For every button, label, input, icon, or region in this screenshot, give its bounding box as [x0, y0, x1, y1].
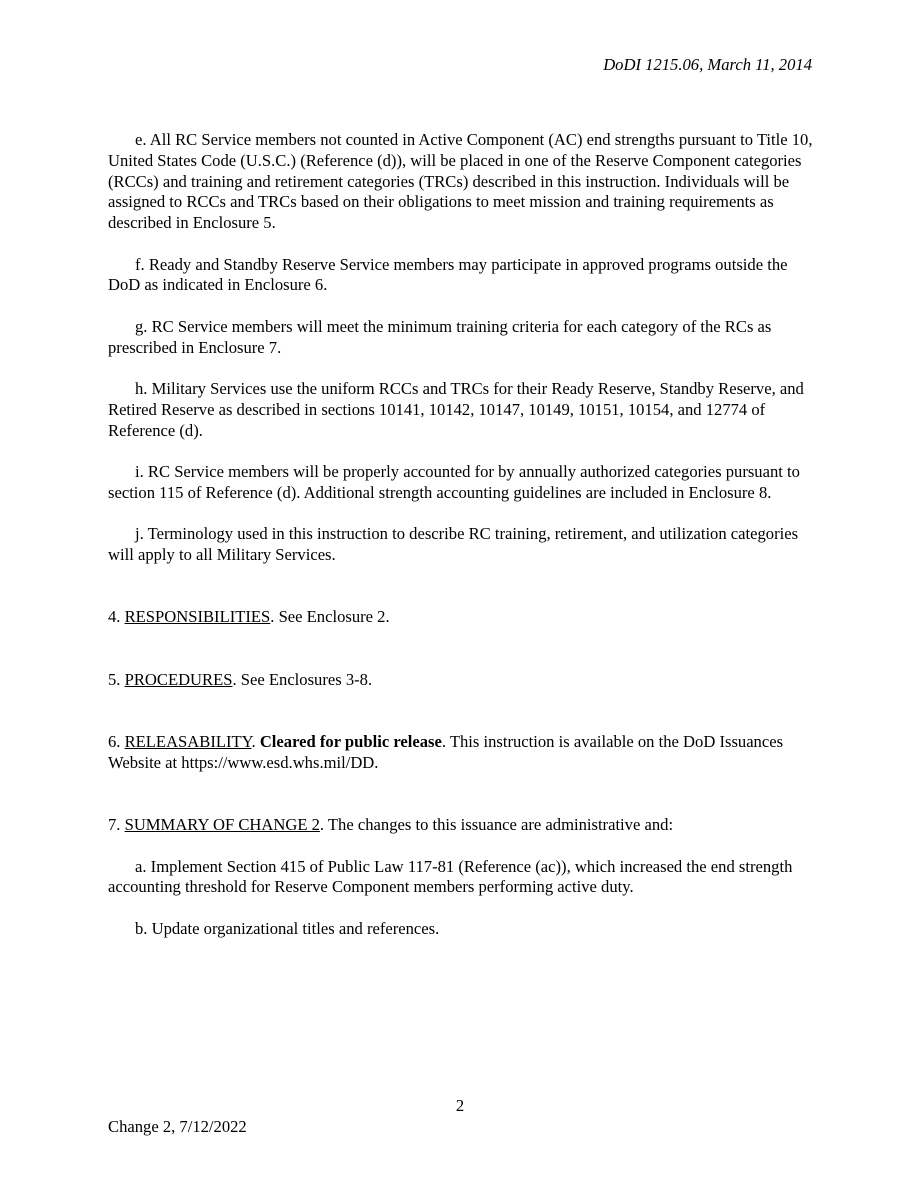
document-header: DoDI 1215.06, March 11, 2014 — [603, 55, 812, 74]
section-text: . This instruction is available on the DoD Issuances Website at https://www.esd.whs.mil/DD. — [108, 732, 784, 772]
section-number: 7. — [108, 815, 125, 835]
section-6-releasability — [108, 732, 820, 774]
section-4-responsibilities — [108, 607, 820, 628]
section-title: SUMMARY OF CHANGE 2 — [124, 815, 320, 835]
paragraph-i: i. RC Service members will be properly accounted for by annually authorized categories pursuant to section 115 of Reference (d). Additional strength accounting guidelines are included in Enclosure 8. — [108, 461, 800, 502]
page-number: 2 — [455, 1096, 465, 1115]
section-text: . See Enclosure 2. — [270, 607, 390, 627]
paragraph-g: g. RC Service members will meet the minimum training criteria for each category of the RCs as prescribed in Enclosure 7. — [108, 316, 772, 357]
change-note: Change 2, 7/12/2022 — [108, 1117, 247, 1136]
paragraph-h: h. Military Services use the uniform RCCs and TRCs for their Ready Reserve, Standby Reserve, and Retired Reserve as described in sections 10141, 10142, 10147, 10149, 10151, 10154, and 12774 of Reference (d). — [108, 378, 804, 440]
change-item-b: b. Update organizational titles and references. — [135, 918, 440, 938]
section-number: 6. — [108, 732, 125, 752]
paragraph-e: e. All RC Service members not counted in Active Component (AC) end strengths pursuant to Title 10, United States Code (U.S.C.) (Reference (d)), will be placed in one of the Reserve Component categories (RCCs) and training and retirement categories (TRCs) described in this instruction. Individuals will be assigned to RCCs and TRCs based on their obligations to meet mission and training requirements as described in Enclosure 5. — [108, 130, 813, 233]
section-7-summary-of-change — [108, 815, 820, 836]
section-5-procedures — [108, 670, 820, 691]
section-separator: . — [251, 732, 260, 752]
section-title: RELEASABILITY — [124, 732, 252, 752]
section-title: PROCEDURES — [124, 669, 233, 689]
paragraph-j: j. Terminology used in this instruction to describe RC training, retirement, and utilization categories will apply to all Military Services. — [108, 524, 799, 564]
release-statement: Cleared for public release — [259, 732, 442, 752]
paragraph-f: f. Ready and Standby Reserve Service members may participate in approved programs outside the DoD as indicated in Enclosure 6. — [108, 254, 788, 295]
section-title: RESPONSIBILITIES — [124, 607, 271, 627]
document-body — [108, 130, 820, 940]
section-number: 4. — [108, 607, 125, 627]
change-item-a: a. Implement Section 415 of Public Law 117-81 (Reference (ac)), which increased the end strength accounting threshold for Reserve Component members performing active duty. — [108, 856, 793, 897]
section-text: . See Enclosures 3-8. — [232, 669, 373, 689]
section-number: 5. — [108, 669, 125, 689]
section-text: . The changes to this issuance are administrative and: — [319, 815, 674, 835]
